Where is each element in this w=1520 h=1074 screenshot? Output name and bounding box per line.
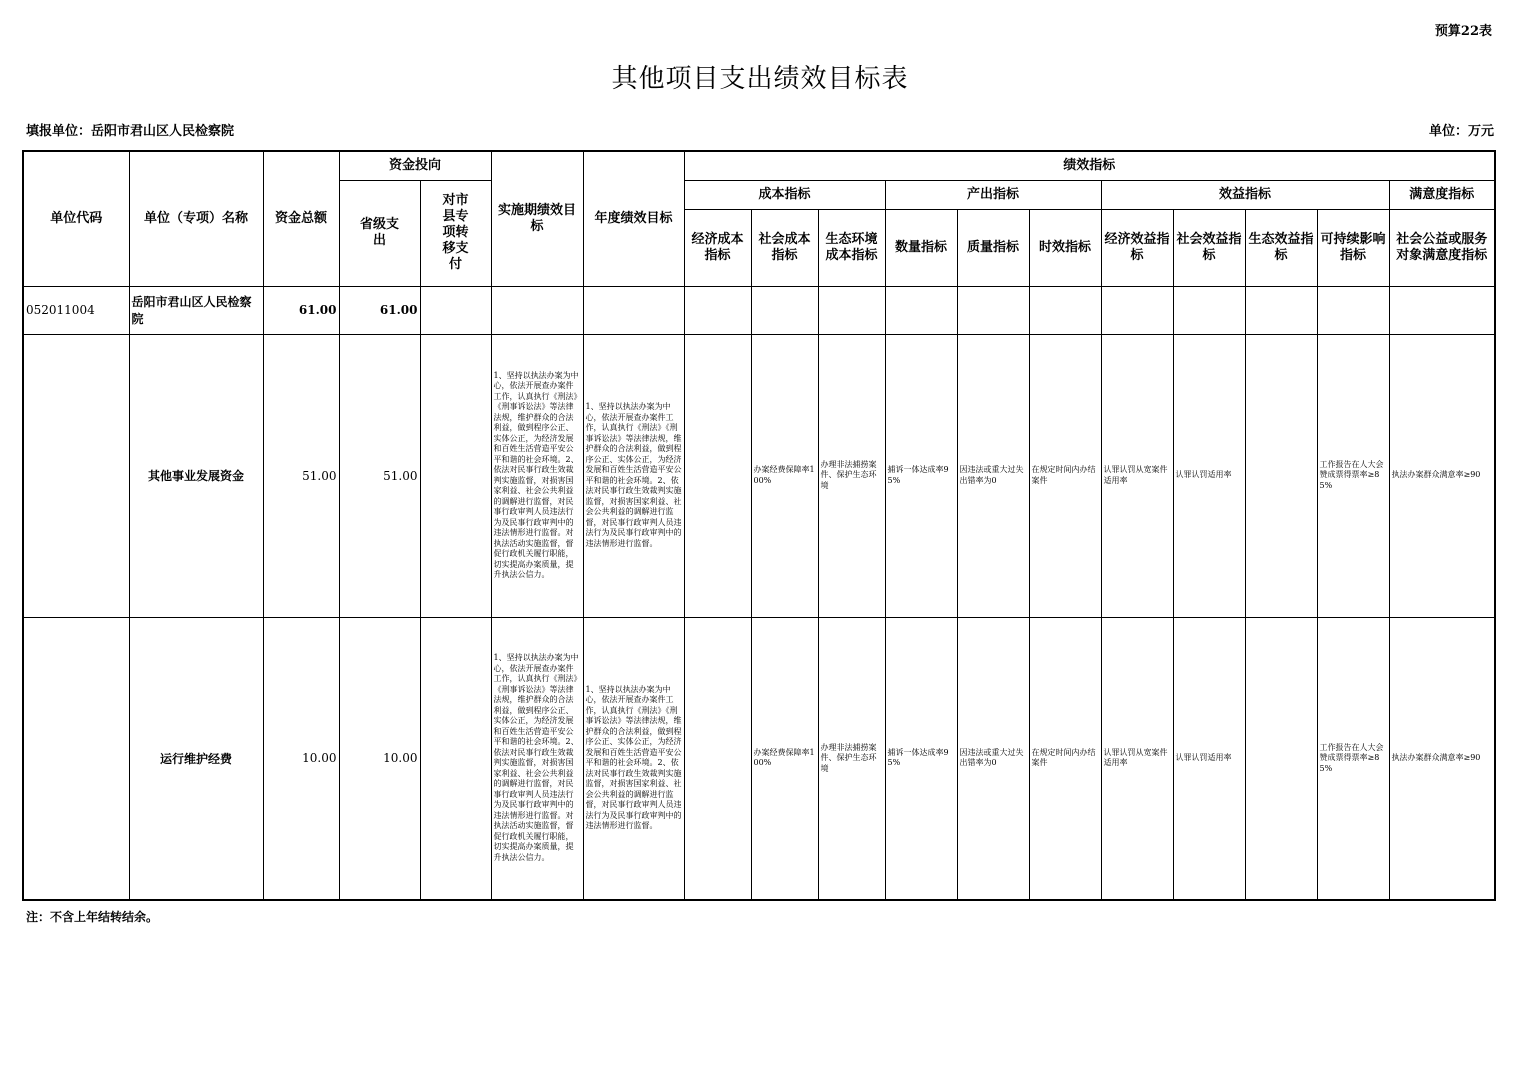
- project-total: 10.00: [263, 617, 339, 900]
- header-social-cost: 社会成本指标: [751, 209, 818, 286]
- header-unit-name: 单位（专项）名称: [129, 151, 263, 286]
- header-provincial: 省级支出: [339, 180, 420, 286]
- project-name: 运行维护经费: [129, 617, 263, 900]
- table-row: [23, 334, 1495, 617]
- eco-cost: 办理非法捕捞案件、保护生态环境: [818, 334, 885, 617]
- header-unit-code: 单位代码: [23, 151, 129, 286]
- annual-goal: 1、坚持以执法办案为中心，依法开展查办案件工作，认真执行《刑法》《刑事诉讼法》等法律法规，维护群众的合法利益，做到程序公正、实体公正，为经济发展和百姓生活营造平安公平和谐的社会环境。2、依法对民事行政生效裁判实施监督，对损害国家利益、社会公共利益的调解进行监督，对民事行政审判人员违法行为及民事行政审判中的违法情形进行监督。: [583, 334, 684, 617]
- timeliness: 在规定时间内办结案件: [1029, 334, 1101, 617]
- header-cost: 成本指标: [684, 180, 885, 209]
- eco-benefit: [1245, 334, 1317, 617]
- header-timeliness: 时效指标: [1029, 209, 1101, 286]
- header-output: 产出指标: [885, 180, 1101, 209]
- header-fund-flow: 资金投向: [339, 151, 491, 180]
- unit-total: 61.00: [263, 286, 339, 334]
- quantity: 捕诉一体达成率95%: [885, 617, 957, 900]
- sustain: 工作报告在人大会赞成票得票率≥85%: [1317, 334, 1389, 617]
- project-provincial: 10.00: [339, 617, 420, 900]
- sustain: 工作报告在人大会赞成票得票率≥85%: [1317, 617, 1389, 900]
- econ-cost: [684, 334, 751, 617]
- social-benefit: 认罪认罚适用率: [1173, 334, 1245, 617]
- money-unit: 单位：万元: [1428, 124, 1494, 139]
- header-service-satisfaction: 社会公益或服务对象满意度指标: [1389, 209, 1495, 286]
- reporting-unit: 填报单位：岳阳市君山区人民检察院: [26, 124, 235, 139]
- performance-table: [22, 150, 1496, 901]
- header-eco-benefit: 生态效益指标: [1245, 209, 1317, 286]
- unit-name: 岳阳市君山区人民检察院: [129, 286, 263, 334]
- header-total-funds: 资金总额: [263, 151, 339, 286]
- econ-cost: [684, 617, 751, 900]
- table-row: [23, 286, 1495, 334]
- unit-code: 052011004: [23, 286, 129, 334]
- header-satisfaction: 满意度指标: [1389, 180, 1495, 209]
- eco-cost: 办理非法捕捞案件、保护生态环境: [818, 617, 885, 900]
- quality: 因违法或重大过失出错率为0: [957, 617, 1029, 900]
- social-cost: 办案经费保障率100%: [751, 334, 818, 617]
- project-total: 51.00: [263, 334, 339, 617]
- page-title: 其他项目支出绩效目标表: [611, 64, 909, 94]
- header-benefit: 效益指标: [1101, 180, 1389, 209]
- project-provincial: 51.00: [339, 334, 420, 617]
- satisfaction: 执法办案群众满意率≥90: [1389, 334, 1495, 617]
- header-econ-cost: 经济成本指标: [684, 209, 751, 286]
- annual-goal: 1、坚持以执法办案为中心，依法开展查办案件工作，认真执行《刑法》《刑事诉讼法》等法律法规，维护群众的合法利益，做到程序公正、实体公正，为经济发展和百姓生活营造平安公平和谐的社会环境。2、依法对民事行政生效裁判实施监督，对损害国家利益、社会公共利益的调解进行监督，对民事行政审判人员违法行为及民事行政审判中的违法情形进行监督。: [583, 617, 684, 900]
- header-sustain: 可持续影响指标: [1317, 209, 1389, 286]
- satisfaction: 执法办案群众满意率≥90: [1389, 617, 1495, 900]
- header-transfer: 对市县专项转移支付: [420, 180, 491, 286]
- header-econ-benefit: 经济效益指标: [1101, 209, 1173, 286]
- social-benefit: 认罪认罚适用率: [1173, 617, 1245, 900]
- quality: 因违法或重大过失出错率为0: [957, 334, 1029, 617]
- implementation-goal: 1、坚持以执法办案为中心，依法开展查办案件工作，认真执行《刑法》《刑事诉讼法》等法律法规，维护群众的合法利益，做到程序公正、实体公正，为经济发展和百姓生活营造平安公平和谐的社会环境。2、依法对民事行政生效裁判实施监督，对损害国家利益、社会公共利益的调解进行监督，对民事行政审判人员违法行为及民事行政审判中的违法情形进行监督。对执法活动实施监督，督促行政机关履行职能，切实提高办案质量，提升执法公信力。: [491, 617, 583, 900]
- quantity: 捕诉一体达成率95%: [885, 334, 957, 617]
- header-annual-goal: 年度绩效目标: [583, 151, 684, 286]
- header-implementation-goal: 实施期绩效目标: [491, 151, 583, 286]
- table-row: [23, 617, 1495, 900]
- econ-benefit: 认罪认罚从宽案件适用率: [1101, 334, 1173, 617]
- header-quantity: 数量指标: [885, 209, 957, 286]
- timeliness: 在规定时间内办结案件: [1029, 617, 1101, 900]
- unit-provincial: 61.00: [339, 286, 420, 334]
- social-cost: 办案经费保障率100%: [751, 617, 818, 900]
- header-eco-cost: 生态环境成本指标: [818, 209, 885, 286]
- econ-benefit: 认罪认罚从宽案件适用率: [1101, 617, 1173, 900]
- footnote: 注：不含上年结转结余。: [26, 910, 159, 924]
- header-performance: 绩效指标: [684, 151, 1495, 180]
- project-name: 其他事业发展资金: [129, 334, 263, 617]
- header-social-benefit: 社会效益指标: [1173, 209, 1245, 286]
- implementation-goal: 1、坚持以执法办案为中心，依法开展查办案件工作，认真执行《刑法》《刑事诉讼法》等法律法规，维护群众的合法利益，做到程序公正、实体公正，为经济发展和百姓生活营造平安公平和谐的社会环境。2、依法对民事行政生效裁判实施监督，对损害国家利益、社会公共利益的调解进行监督，对民事行政审判人员违法行为及民事行政审判中的违法情形进行监督。对执法活动实施监督，督促行政机关履行职能，切实提高办案质量，提升执法公信力。: [491, 334, 583, 617]
- form-number: 预算22表: [1434, 24, 1492, 39]
- eco-benefit: [1245, 617, 1317, 900]
- header-quality: 质量指标: [957, 209, 1029, 286]
